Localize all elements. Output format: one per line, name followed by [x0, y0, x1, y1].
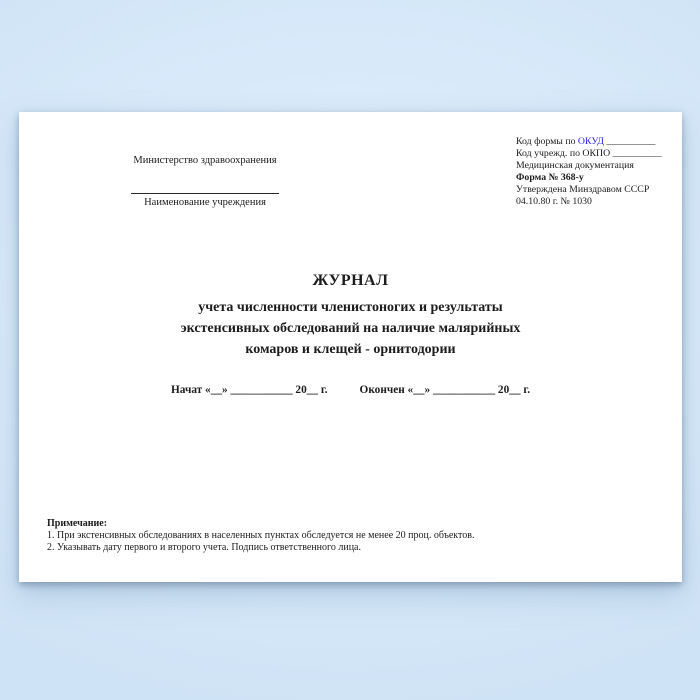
okud-blank: __________: [603, 136, 656, 147]
note-item-2: 2. Указывать дату первого и второго учета. Подпись ответственного лица.: [47, 542, 361, 554]
okud-code-line: [516, 136, 676, 148]
title-subtitle-line2: экстенсивных обследований на наличие малярийных: [180, 321, 521, 336]
title-subtitle-line1: учета численности членистоногих и результаты: [198, 300, 503, 315]
notes-block: [47, 518, 475, 555]
form-number-label: Форма № 368-у: [516, 171, 584, 183]
title-block: [19, 272, 682, 360]
institution-name-line: [131, 193, 279, 194]
date-finished-field: Окончен «__» ___________ 20__ г.: [359, 384, 531, 396]
date-started-field: Начат «__» ___________ 20__ г.: [170, 384, 328, 396]
ministry-label: Министерство здравоохранения: [133, 155, 277, 166]
title-subtitle-line3: комаров и клещей - орнитодории: [245, 342, 456, 357]
header-right-block: [516, 136, 676, 207]
document-title: ЖУРНАЛ: [312, 272, 389, 289]
okud-link[interactable]: ОКУД: [577, 136, 604, 147]
institution-label: Наименование учреждения: [144, 197, 266, 208]
okpo-code-line: Код учрежд. по ОКПО __________: [516, 147, 662, 159]
notes-heading: Примечание:: [47, 518, 108, 529]
note-item-1: 1. При экстенсивных обследованиях в населенных пунктах обследуется не менее 20 проц. объектов.: [47, 530, 475, 542]
document-sheet: [19, 112, 682, 582]
header-left-block: [131, 154, 279, 209]
okud-prefix: Код формы по: [516, 136, 578, 147]
approved-by-label: Утверждена Минздравом СССР: [516, 183, 650, 195]
dates-row: [19, 384, 682, 396]
approved-date-label: 04.10.80 г. № 1030: [516, 195, 592, 207]
doc-type-label: Медицинская документация: [516, 159, 634, 171]
